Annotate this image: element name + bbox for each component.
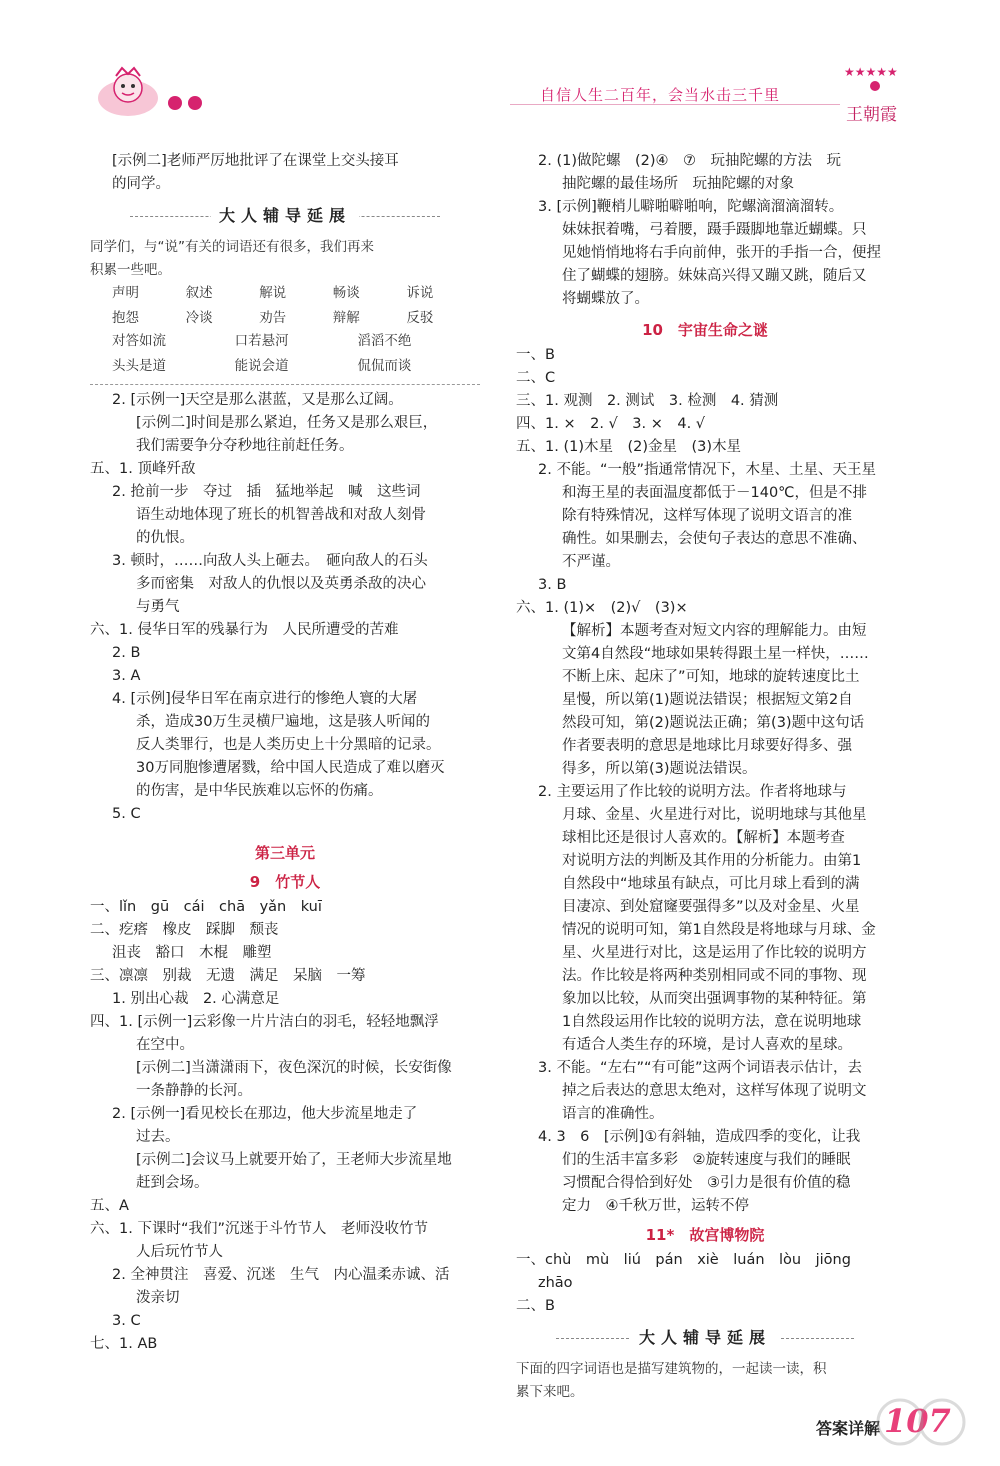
word-item: 劝告	[259, 310, 287, 326]
answer-line: 法。作比较是将两种类别相同或不同的事物、现	[562, 968, 867, 984]
answer-line: 5. C	[112, 806, 141, 822]
answer-line: 一条静静的长河。	[136, 1083, 252, 1099]
answer-line: 三、凛凛 别裁 无遗 满足 呆脑 一筹	[90, 968, 366, 984]
word-item: 能说会道	[234, 358, 289, 374]
answer-line: 2. [示例一]看见校长在那边，他大步流星地走了	[112, 1106, 418, 1122]
answer-line: 们的生活丰富多彩 ②旋转速度与我们的睡眠	[562, 1152, 851, 1168]
answer-line: 习惯配合得恰到好处 ③引力是很有价值的稳	[562, 1175, 851, 1191]
answer-line: zhāo	[538, 1275, 573, 1291]
answer-line: [示例二]老师严厉地批评了在课堂上交头接耳	[112, 153, 399, 169]
answer-line: 3. [示例]鞭梢儿噼啪噼啪响，陀螺滴溜滴溜转。	[538, 199, 844, 215]
word-item: 叙述	[185, 285, 213, 301]
answer-line: 3. 不能。“左右”“有可能”这两个词语表示估计，去	[538, 1060, 862, 1076]
answer-line: 的伤害，是中华民族难以忘怀的伤痛。	[136, 783, 383, 799]
answer-line: 星、火星进行对比，这是运用了作比较的说明方	[562, 945, 867, 961]
answer-line: [示例二]当潇潇雨下，夜色深沉的时候，长安街像	[136, 1060, 452, 1076]
lesson-title: 11* 故宫博物院	[645, 1226, 765, 1244]
answer-line: 定力 ④千秋万世，运转不停	[562, 1198, 749, 1214]
answer-line: 1. 别出心裁 2. 心满意足	[112, 991, 280, 1007]
answer-line: 2. 主要运用了作比较的说明方法。作者将地球与	[538, 784, 847, 800]
answer-line: 3. 顿时，……向敌人头上砸去。 砸向敌人的石头	[112, 553, 428, 569]
brand-logo-text: 王朝霞	[846, 105, 897, 125]
answer-line: 的同学。	[112, 176, 170, 192]
answer-line: 一、lǐn gū cái chā yǎn kuī	[90, 899, 322, 915]
answer-line: 沮丧 豁口 木棍 雕塑	[112, 945, 272, 961]
answer-line: 杀，造成30万生灵横尸遍地，这是骇人听闻的	[136, 714, 430, 730]
word-item: 冷谈	[185, 310, 213, 326]
answer-line: 住了蝴蝶的翅膀。妹妹高兴得又蹦又跳，随后又	[562, 268, 867, 284]
answer-line: 六、1. (1)× (2)√ (3)×	[516, 600, 688, 616]
answer-line: 情况的说明可知，第1自然段是将地球与月球、金	[562, 922, 876, 938]
extension-box	[516, 1356, 894, 1410]
answer-line: 六、1. 侵华日军的残暴行为 人民所遭受的苦难	[90, 622, 399, 638]
answer-line: 二、C	[516, 370, 556, 386]
extension-intro: 下面的四字词语也是描写建筑物的，一起读一读，积	[516, 1361, 827, 1377]
answer-line: 除有特殊情况，这样写体现了说明文语言的准	[562, 508, 852, 524]
word-item: 抱怨	[112, 310, 139, 326]
idiom-grid	[90, 330, 480, 378]
answer-line: 2. 抢前一步 夺过 插 猛地举起 喊 这些词	[112, 484, 421, 500]
answer-line: 不严谨。	[562, 554, 620, 570]
answer-line: 赶到会场。	[136, 1175, 209, 1191]
answer-line: 3. A	[112, 668, 141, 684]
word-item: 侃侃而谈	[357, 358, 412, 374]
answer-line: 目凄凉、到处窟窿要强得多”以及对金星、火星	[562, 899, 860, 915]
word-item: 诉说	[406, 285, 434, 301]
answer-line: 3. C	[112, 1313, 141, 1329]
answer-line: 2. (1)做陀螺 (2)④ ⑦ 玩抽陀螺的方法 玩	[538, 153, 842, 169]
watermark-icon	[870, 1392, 980, 1462]
mascot-icon	[92, 62, 164, 118]
answer-line: 过去。	[136, 1129, 180, 1145]
answer-line: 我们需要争分夺秒地往前赶任务。	[136, 438, 354, 454]
page-number: 107	[884, 1402, 951, 1440]
answer-line: 四、1. [示例一]云彩像一片片洁白的羽毛，轻轻地飘浮	[90, 1014, 439, 1030]
answer-line: 三、1. 观测 2. 测试 3. 检测 4. 猜测	[516, 393, 779, 409]
svg-text:★★★★★: ★★★★★	[844, 65, 898, 79]
answer-line: 抽陀螺的最佳场所 玩抽陀螺的对象	[562, 176, 794, 192]
answer-line: 掉之后表达的意思太绝对，这样写体现了说明文	[562, 1083, 867, 1099]
answer-line: [示例二]会议马上就要开始了，王老师大步流星地	[136, 1152, 452, 1168]
extension-box	[90, 234, 480, 385]
answer-line: 象加以比较，从而突出强调事物的某种特征。第	[562, 991, 867, 1007]
answer-line: 球相比还是很讨人喜欢的。【解析】本题考查	[562, 830, 845, 846]
answer-line: 与勇气	[136, 599, 180, 615]
answer-line: 人后玩竹节人	[136, 1244, 223, 1260]
extension-box-title: 大人辅导延展	[90, 204, 480, 230]
answer-line: 五、1. 顶峰歼敌	[90, 461, 196, 477]
left-column	[90, 150, 480, 1356]
answer-line: 月球、金星、火星进行对比，说明地球与其他星	[562, 807, 867, 823]
lesson-title: 10 宇宙生命之谜	[642, 321, 768, 339]
word-grid	[90, 282, 480, 330]
answer-line: 二、B	[516, 1298, 555, 1314]
answer-line: 和海王星的表面温度都低于－140℃，但是不排	[562, 485, 867, 501]
word-item: 畅谈	[332, 285, 360, 301]
answer-line: 将蝴蝶放了。	[562, 291, 649, 307]
answer-line: 语言的准确性。	[562, 1106, 664, 1122]
decor-dot-icon	[168, 96, 182, 110]
unit-title: 第三单元	[254, 844, 315, 862]
answer-line: 反人类罪行，也是人类历史上十分黑暗的记录。	[136, 737, 441, 753]
answer-line: 作者要表明的意思是地球比月球要好得多、强	[562, 738, 852, 754]
right-column	[516, 150, 894, 1414]
answer-line: 4. 3 6 [示例]①有斜轴，造成四季的变化，让我	[538, 1129, 861, 1145]
word-item: 反驳	[406, 310, 434, 326]
answer-line: 见她悄悄地将右手向前伸，张开的手指一合，便捏	[562, 245, 881, 261]
extension-intro: 同学们，与“说”有关的词语还有很多，我们再来	[90, 239, 374, 255]
answer-line: 的仇恨。	[136, 530, 194, 546]
answer-line: 四、1. × 2. √ 3. × 4. √	[516, 416, 706, 432]
word-item: 声明	[112, 285, 139, 301]
word-item: 滔滔不绝	[357, 333, 412, 349]
answer-line: 在空中。	[136, 1037, 194, 1053]
answer-line: 一、chù mù liú pán xiè luán lòu jiōng	[516, 1252, 851, 1268]
answer-line: [示例二]时间是那么紧迫，任务又是那么艰巨，	[136, 415, 438, 431]
answer-line: 然段可知，第(2)题说法正确；第(3)题中这句话	[562, 715, 865, 731]
answer-line: 不断上床、起床了”可知，地球的旋转速度比土	[562, 669, 860, 685]
word-item: 口若悬河	[234, 333, 289, 349]
answer-line: 3. B	[538, 577, 567, 593]
answer-line: 30万同胞惨遭屠戮，给中国人民造成了难以磨灭	[136, 760, 445, 776]
answer-line: 泼亲切	[136, 1290, 180, 1306]
decor-dot-icon	[188, 96, 202, 110]
answer-line: 六、1. 下课时“我们”沉迷于斗竹节人 老师没收竹节	[90, 1221, 428, 1237]
answer-line: 【解析】本题考查对短文内容的理解能力。由短	[562, 623, 867, 639]
answer-line: 语生动地体现了班长的机智善战和对敌人刻骨	[136, 507, 426, 523]
word-item: 对答如流	[112, 333, 166, 349]
answer-line: 2. B	[112, 645, 141, 661]
answer-line: 七、1. AB	[90, 1336, 158, 1352]
answer-line: 1自然段运用作比较的说明方法，意在说明地球	[562, 1014, 862, 1030]
answer-line: 自然段中“地球虽有缺点，可比月球上看到的满	[562, 876, 860, 892]
answer-line: 2. 全神贯注 喜爱、沉迷 生气 内心温柔赤诚、活	[112, 1267, 450, 1283]
answer-line: 一、B	[516, 347, 555, 363]
page-header	[0, 0, 1000, 130]
footer-label: 答案详解	[816, 1419, 881, 1438]
answer-line: 文第4自然段“地球如果转得跟土星一样快，……	[562, 646, 869, 662]
answer-line: 4. [示例]侵华日军在南京进行的惨绝人寰的大屠	[112, 691, 418, 707]
answer-line: 多而密集 对敌人的仇恨以及英勇杀敌的决心	[136, 576, 426, 592]
answer-line: 妹妹抿着嘴，弓着腰，蹑手蹑脚地靠近蝴蝶。只	[562, 222, 867, 238]
answer-line: 二、疙瘩 橡皮 踩脚 颓丧	[90, 922, 279, 938]
answer-line: 2. [示例一]天空是那么湛蓝，又是那么辽阔。	[112, 392, 403, 408]
header-slogan: 自信人生二百年，会当水击三千里	[540, 86, 781, 104]
word-item: 头头是道	[112, 358, 166, 374]
answer-line: 确性。如果删去，会使句子表达的意思不准确、	[562, 531, 867, 547]
lesson-title: 9 竹节人	[249, 873, 321, 891]
answer-line: 有适合人类生存的环境，是讨人喜欢的星球。	[562, 1037, 852, 1053]
answer-line: 五、1. (1)木星 (2)金星 (3)木星	[516, 439, 742, 455]
answer-line: 星慢，所以第(1)题说法错误；根据短文第2自	[562, 692, 853, 708]
word-item: 解说	[259, 285, 287, 301]
answer-line: 2. 不能。“一般”指通常情况下，木星、土星、天王星	[538, 462, 876, 478]
extension-intro: 累下来吧。	[516, 1384, 584, 1400]
extension-intro: 积累一些吧。	[90, 262, 171, 278]
answer-line: 对说明方法的判断及其作用的分析能力。由第1	[562, 853, 862, 869]
extension-box-title: 大人辅导延展	[516, 1326, 894, 1352]
answer-line: 得多，所以第(3)题说法错误。	[562, 761, 757, 777]
header-divider	[510, 104, 840, 105]
word-item: 辩解	[332, 310, 360, 326]
answer-line: 五、A	[90, 1198, 129, 1214]
